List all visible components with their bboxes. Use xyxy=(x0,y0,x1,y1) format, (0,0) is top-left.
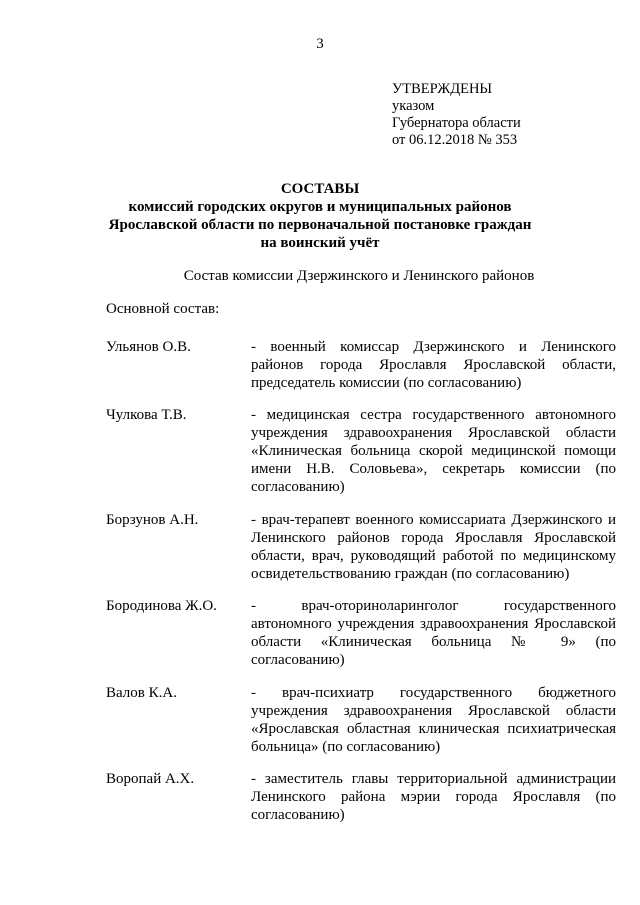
member-description: - врач-психиатр государственного бюджетного учреждения здравоохранения Ярославской области «Ярославская областная клиническая психиатрическая больница» (по согласованию) xyxy=(251,685,616,755)
page-number: 3 xyxy=(316,36,324,52)
title-line: комиссий городских округов и муниципальных районов xyxy=(128,199,512,215)
member-name: Чулкова Т.В. xyxy=(106,407,187,423)
approval-line-decree: указом xyxy=(392,98,435,114)
title-line: Ярославской области по первоначальной постановке граждан xyxy=(108,217,532,233)
member-description: - врач-оториноларинголог государственного автономного учреждения здравоохранения Ярославской области «Клиническая больница № 9» (по согласованию) xyxy=(251,598,616,668)
approval-line-approved: УТВЕРЖДЕНЫ xyxy=(392,81,493,97)
member-name: Валов К.А. xyxy=(106,685,177,701)
commission-subtitle: Состав комиссии Дзержинского и Ленинского районов xyxy=(183,268,535,284)
member-name: Борзунов А.Н. xyxy=(106,512,199,528)
member-name: Воропай А.Х. xyxy=(106,771,195,787)
member-description: - военный комиссар Дзержинского и Ленинского районов города Ярославля Ярославской области, председатель комиссии (по согласованию) xyxy=(251,339,616,391)
member-name: Бородинова Ж.О. xyxy=(106,598,217,614)
approval-stamp xyxy=(392,81,521,149)
approval-line-date: от 06.12.2018 № 353 xyxy=(392,132,518,148)
main-composition-label: Основной состав: xyxy=(106,301,220,317)
title-line: СОСТАВЫ xyxy=(280,181,360,197)
member-description: - заместитель главы территориальной администрации Ленинского района мэрии города Ярославля (по согласованию) xyxy=(251,771,616,823)
member-description: - медицинская сестра государственного автономного учреждения здравоохранения Ярославской области «Клиническая больница скорой медицинской помощи имени Н.В. Соловьева», секретарь комиссии (по согласованию) xyxy=(251,407,616,495)
member-description: - врач-терапевт военного комиссариата Дзержинского и Ленинского районов города Ярославля Ярославской области, врач, руководящий работой по медицинскому освидетельствованию граждан (по согласованию) xyxy=(251,512,616,582)
document-title xyxy=(0,180,640,252)
title-line: на воинский учёт xyxy=(260,235,380,251)
approval-line-governor: Губернатора области xyxy=(392,115,521,131)
member-name: Ульянов О.В. xyxy=(106,339,191,355)
